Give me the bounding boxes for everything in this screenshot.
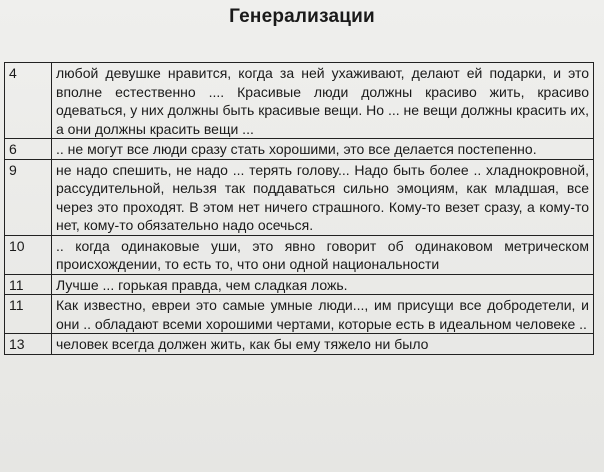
row-text: не надо спешить, не надо ... терять голову... Надо быть более .. хладнокровной, рассудительной, нельзя так поддаваться сильно эмоциям, как младшая, все через это проходят. В этом нет ничего страшного. Кому-то везет сразу, а кому-то нет, кому-то обязательно надо осечься. [52,159,594,235]
row-text: .. когда одинаковые уши, это явно говорит об одинаковом метрическом происхождении, то есть то, что они одной национальности [52,235,594,274]
table-row [5,295,594,334]
row-number: 11 [5,274,52,295]
row-text: человек всегда должен жить, как бы ему тяжело ни было [52,334,594,355]
row-number: 4 [5,63,52,139]
table-row [5,139,594,160]
row-number: 6 [5,139,52,160]
row-number: 9 [5,159,52,235]
row-text: Как известно, евреи это самые умные люди..., им присущи все добродетели, и они .. обладают всеми хорошими чертами, которые есть в идеальном человеке .. [52,295,594,334]
table-row [5,334,594,355]
generalizations-table [4,62,594,355]
table-row [5,63,594,139]
table-row [5,274,594,295]
row-number: 13 [5,334,52,355]
page-title: Генерализации [229,6,375,27]
table-row [5,159,594,235]
row-number: 10 [5,235,52,274]
table-row [5,235,594,274]
row-text: Лучше ... горькая правда, чем сладкая ложь. [52,274,594,295]
row-text: .. не могут все люди сразу стать хорошими, это все делается постепенно. [52,139,594,160]
row-text: любой девушке нравится, когда за ней ухаживают, делают ей подарки, и это вполне естественно .... Красивые люди должны красиво жить, красиво одеваться, у них должны быть красивые вещи. Но ... не вещи должны красить их, а они должны красить вещи ... [52,63,594,139]
row-number: 11 [5,295,52,334]
